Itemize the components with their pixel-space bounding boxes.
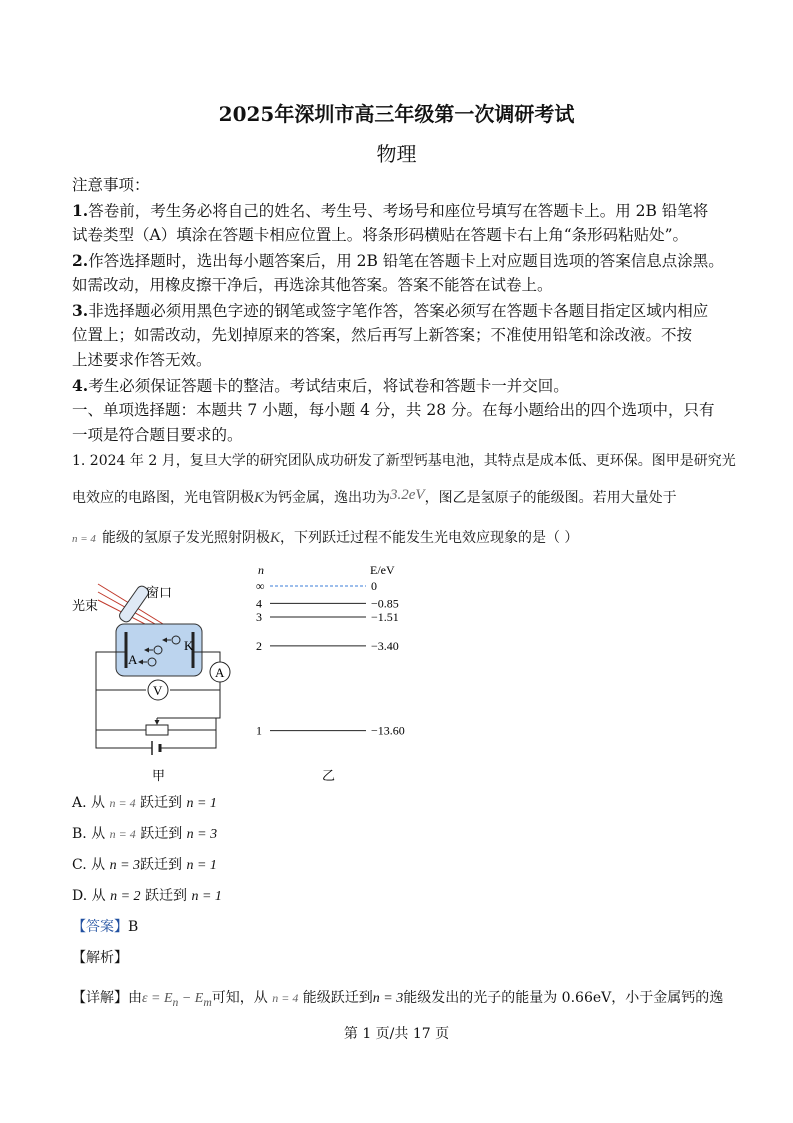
option-a[interactable]: A. 从 n = 4 跃迁到 n = 1 xyxy=(72,795,217,811)
rheostat xyxy=(146,725,168,735)
energy-level-value: −3.40 xyxy=(371,638,399,653)
option-d[interactable]: D. 从 n = 2 跃迁到 n = 1 xyxy=(72,888,222,904)
energy-level-n: 2 xyxy=(256,638,262,653)
anode-label: A xyxy=(128,652,138,667)
figure-b-caption: 乙 xyxy=(322,768,336,783)
notice-heading: 注意事项： xyxy=(72,176,150,194)
notice-item-3: 3.非选择题必须用黑色字迹的钢笔或签字笔作答，答案必须写在答题卡各题目指定区域内相应 xyxy=(72,301,709,320)
cathode-label: K xyxy=(184,638,194,653)
light-beam-label: 光束 xyxy=(72,598,99,613)
notice-item-3-cont2: 上述要求作答无效。 xyxy=(72,351,212,369)
energy-level-diagram xyxy=(250,558,430,788)
energy-level-n: 1 xyxy=(256,723,262,738)
page-footer: 第 1 页/共 17 页 xyxy=(343,1026,450,1042)
n-header: n xyxy=(258,563,264,577)
energy-level-value: −13.60 xyxy=(371,723,405,738)
subject-title: 物理 xyxy=(376,142,417,166)
answer-line: 【答案】B xyxy=(72,919,139,935)
detail-line: 【详解】由$\varepsilon = E_n - E_m$可知，从 n = 4 能级跃迁到n = 3能级发出的光子的能量为 0.66eV，小于金属钙的逸 xyxy=(72,990,724,1009)
energy-level-n: 4 xyxy=(256,596,262,611)
option-c[interactable]: C. 从 n = 3跃迁到 n = 1 xyxy=(72,857,217,873)
notice-item-4: 4.考生必须保证答题卡的整洁。考试结束后，将试卷和答题卡一并交回。 xyxy=(72,376,569,395)
option-b[interactable]: B. 从 n = 4 跃迁到 n = 3 xyxy=(72,826,218,842)
page-title: 2025年深圳市高三年级第一次调研考试 xyxy=(218,102,575,126)
energy-level-value: −1.51 xyxy=(371,609,399,624)
ammeter-label: A xyxy=(215,665,225,680)
question-1-line-3: n = 4 能级的氢原子发光照射阴极K，下列跃迁过程不能发生光电效应现象的是（ ） xyxy=(72,530,579,546)
notice-item-3-cont: 位置上；如需改动，先划掉原来的答案，然后再写上新答案；不准使用铅笔和涂改液。不按 xyxy=(72,326,693,344)
e-header: E/eV xyxy=(370,563,395,577)
analysis-tag: 【解析】 xyxy=(72,950,128,966)
notice-item-2-cont: 如需改动，用橡皮擦干净后，再选涂其他答案。答案不能答在试卷上。 xyxy=(72,276,553,294)
notice-item-1-cont: 试卷类型（A）填涂在答题卡相应位置上。将条形码横贴在答题卡右上角“条形码粘贴处”。 xyxy=(72,226,689,244)
energy-level-value: −0.85 xyxy=(371,596,399,611)
question-1-line-2: 电效应的电路图，光电管阴极K为钙金属，逸出功为3.2eV，图乙是氢原子的能级图。若用大量处于 xyxy=(72,487,677,506)
energy-level-n: ∞ xyxy=(256,579,265,593)
notice-item-2: 2.作答选择题时，选出每小题答案后，用 2B 铅笔在答题卡上对应题目选项的答案信息点涂黑。 xyxy=(72,251,724,270)
question-1-line-1: 1. 2024 年 2 月，复旦大学的研究团队成功研发了新型钙基电池，其特点是成本低、更环保。图甲是研究光 xyxy=(72,453,736,469)
voltmeter-label: V xyxy=(153,683,163,698)
window-label: 窗口 xyxy=(146,585,173,600)
section-heading: 一、单项选择题：本题共 7 小题，每小题 4 分，共 28 分。在每小题给出的四个选项中，只有 xyxy=(72,401,715,419)
energy-level-n: 3 xyxy=(256,609,262,624)
energy-level-value: 0 xyxy=(371,579,377,593)
section-heading-cont: 一项是符合题目要求的。 xyxy=(72,426,243,444)
photoelectric-circuit-diagram xyxy=(68,572,248,787)
notice-item-1: 1.答卷前，考生务必将自己的姓名、考生号、考场号和座位号填写在答题卡上。用 2B 铅笔将 xyxy=(72,201,709,220)
figure-a-caption: 甲 xyxy=(152,768,166,783)
